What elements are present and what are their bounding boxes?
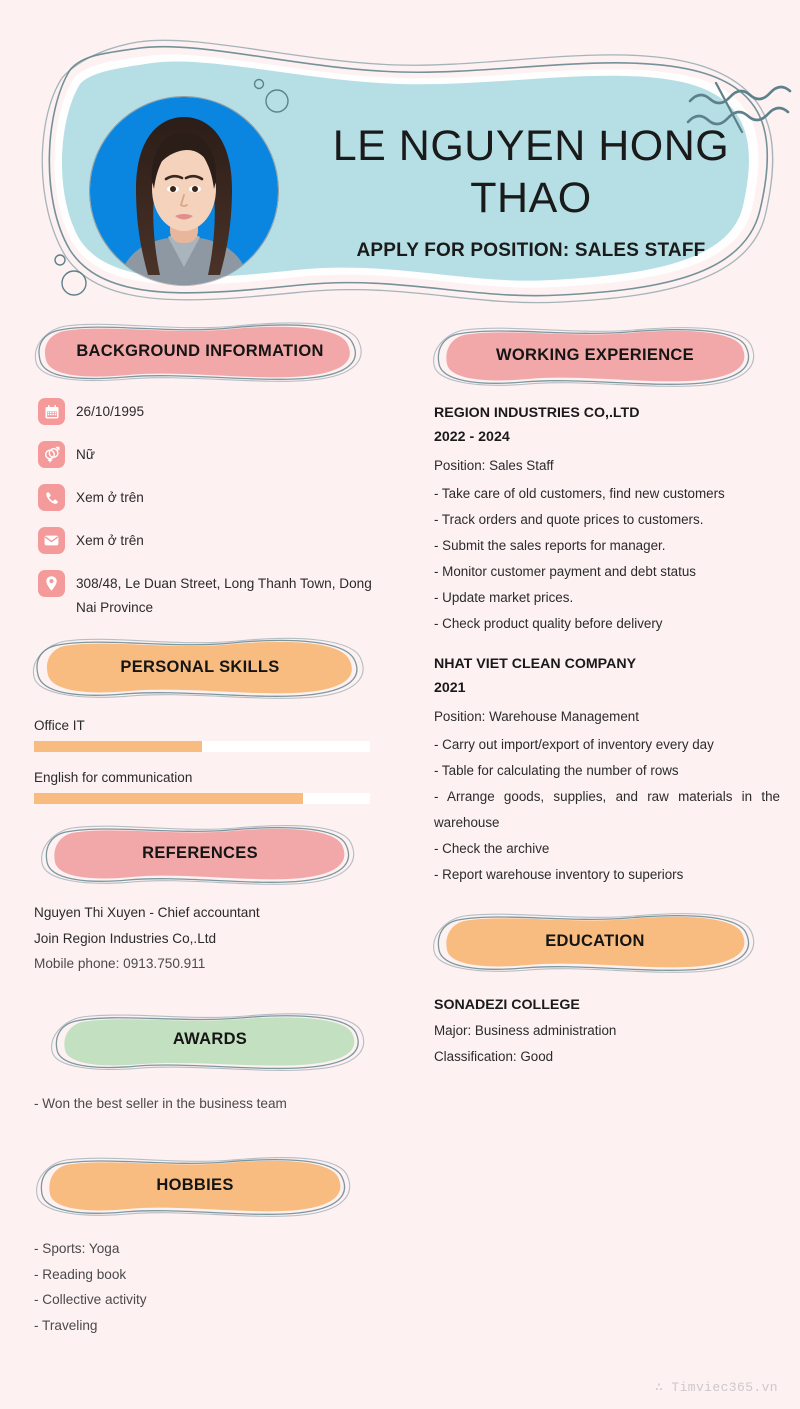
job-entry — [434, 653, 780, 888]
reference-line: Join Region Industries Co,.Ltd — [34, 930, 217, 946]
job-bullet: - Monitor customer payment and debt status — [434, 564, 696, 579]
job-bullet: - Take care of old customers, find new customers — [434, 486, 725, 501]
hobby-line: - Collective activity — [34, 1292, 147, 1307]
phone-icon — [38, 484, 65, 511]
info-value-dob: 26/10/1995 — [76, 404, 145, 419]
job-bullet: - Check product quality before delivery — [434, 616, 663, 631]
location-pin-icon — [38, 570, 65, 597]
section-title: EDUCATION — [545, 931, 645, 950]
education-content — [420, 992, 790, 1070]
info-row-dob — [38, 398, 410, 425]
education-school: SONADEZI COLLEGE — [434, 997, 580, 1013]
job-company: NHAT VIET CLEAN COMPANY — [434, 656, 637, 672]
hobbies-content — [0, 1236, 410, 1338]
skill-item — [34, 770, 370, 804]
job-company: REGION INDUSTRIES CO,.LTD — [434, 405, 640, 421]
education-classification: Classification: Good — [434, 1049, 554, 1064]
background-information-list — [0, 398, 410, 620]
job-bullet: - Check the archive — [434, 841, 550, 856]
info-value-gender: Nữ — [76, 447, 95, 462]
education-major: Major: Business administration — [434, 1023, 617, 1038]
email-icon — [38, 527, 65, 554]
portrait-photo — [90, 97, 278, 285]
watermark: ∴ Timviec365.vn — [654, 1380, 778, 1395]
info-row-email — [38, 527, 410, 554]
info-value-address: 308/48, Le Duan Street, Long Thanh Town, Dong Nai Province — [76, 576, 372, 615]
section-header-personal-skills — [30, 636, 370, 700]
section-header-awards — [50, 1009, 370, 1073]
skill-bar-track — [34, 793, 370, 804]
skill-item — [34, 718, 370, 752]
section-title: HOBBIES — [156, 1175, 234, 1194]
work-experience-list — [420, 402, 790, 888]
skill-label: English for communication — [34, 770, 193, 785]
references-content — [0, 900, 410, 977]
job-bullet: - Table for calculating the number of rows — [434, 763, 679, 778]
job-years: 2021 — [434, 680, 466, 696]
personal-skills-list — [0, 718, 410, 804]
info-row-gender — [38, 441, 410, 468]
section-title: AWARDS — [172, 1030, 248, 1048]
info-value-phone: Xem ở trên — [76, 490, 144, 505]
job-bullet: - Track orders and quote prices to customers. — [434, 512, 704, 527]
section-title: PERSONAL SKILLS — [120, 657, 280, 676]
section-header-references — [40, 822, 360, 886]
hobby-line: - Traveling — [34, 1317, 98, 1333]
skill-bar-track — [34, 741, 370, 752]
section-title: WORKING EXPERIENCE — [496, 345, 694, 364]
job-bullet: - Report warehouse inventory to superiors — [434, 867, 684, 882]
job-position: Position: Warehouse Management — [434, 709, 639, 724]
job-bullet: - Arrange goods, supplies, and raw materials in the warehouse — [434, 789, 780, 830]
awards-content — [0, 1091, 410, 1117]
avatar — [90, 97, 278, 285]
job-entry — [434, 402, 780, 637]
reference-line: Mobile phone: 0913.750.911 — [34, 956, 206, 971]
info-row-address — [38, 570, 410, 620]
section-title: BACKGROUND INFORMATION — [76, 341, 324, 360]
right-column — [420, 320, 790, 1070]
info-value-email: Xem ở trên — [76, 533, 144, 548]
applied-position: APPLY FOR POSITION: SALES STAFF — [356, 240, 706, 261]
gender-icon — [38, 441, 65, 468]
calendar-icon — [38, 398, 65, 425]
job-years: 2022 - 2024 — [434, 429, 510, 445]
info-row-phone — [38, 484, 410, 511]
skill-bar-fill — [34, 793, 303, 804]
job-bullet: - Carry out import/export of inventory every day — [434, 737, 714, 752]
hobby-line: - Reading book — [34, 1266, 127, 1282]
job-bullet: - Update market prices. — [434, 590, 574, 605]
cv-header — [0, 0, 800, 320]
skill-bar-fill — [34, 741, 202, 752]
award-line: - Won the best seller in the business team — [34, 1095, 287, 1111]
section-header-education — [430, 910, 760, 974]
left-column — [0, 320, 410, 1338]
hobby-line: - Sports: Yoga — [34, 1241, 120, 1256]
section-header-background-information — [30, 320, 370, 384]
page-title: LE NGUYEN HONG THAO — [332, 122, 730, 222]
reference-line: Nguyen Thi Xuyen - Chief accountant — [34, 905, 260, 920]
skill-label: Office IT — [34, 718, 85, 733]
job-position: Position: Sales Staff — [434, 458, 554, 473]
section-title: REFERENCES — [142, 843, 258, 862]
job-bullet: - Submit the sales reports for manager. — [434, 538, 666, 553]
section-header-hobbies — [34, 1154, 356, 1218]
section-header-working-experience — [430, 324, 760, 388]
